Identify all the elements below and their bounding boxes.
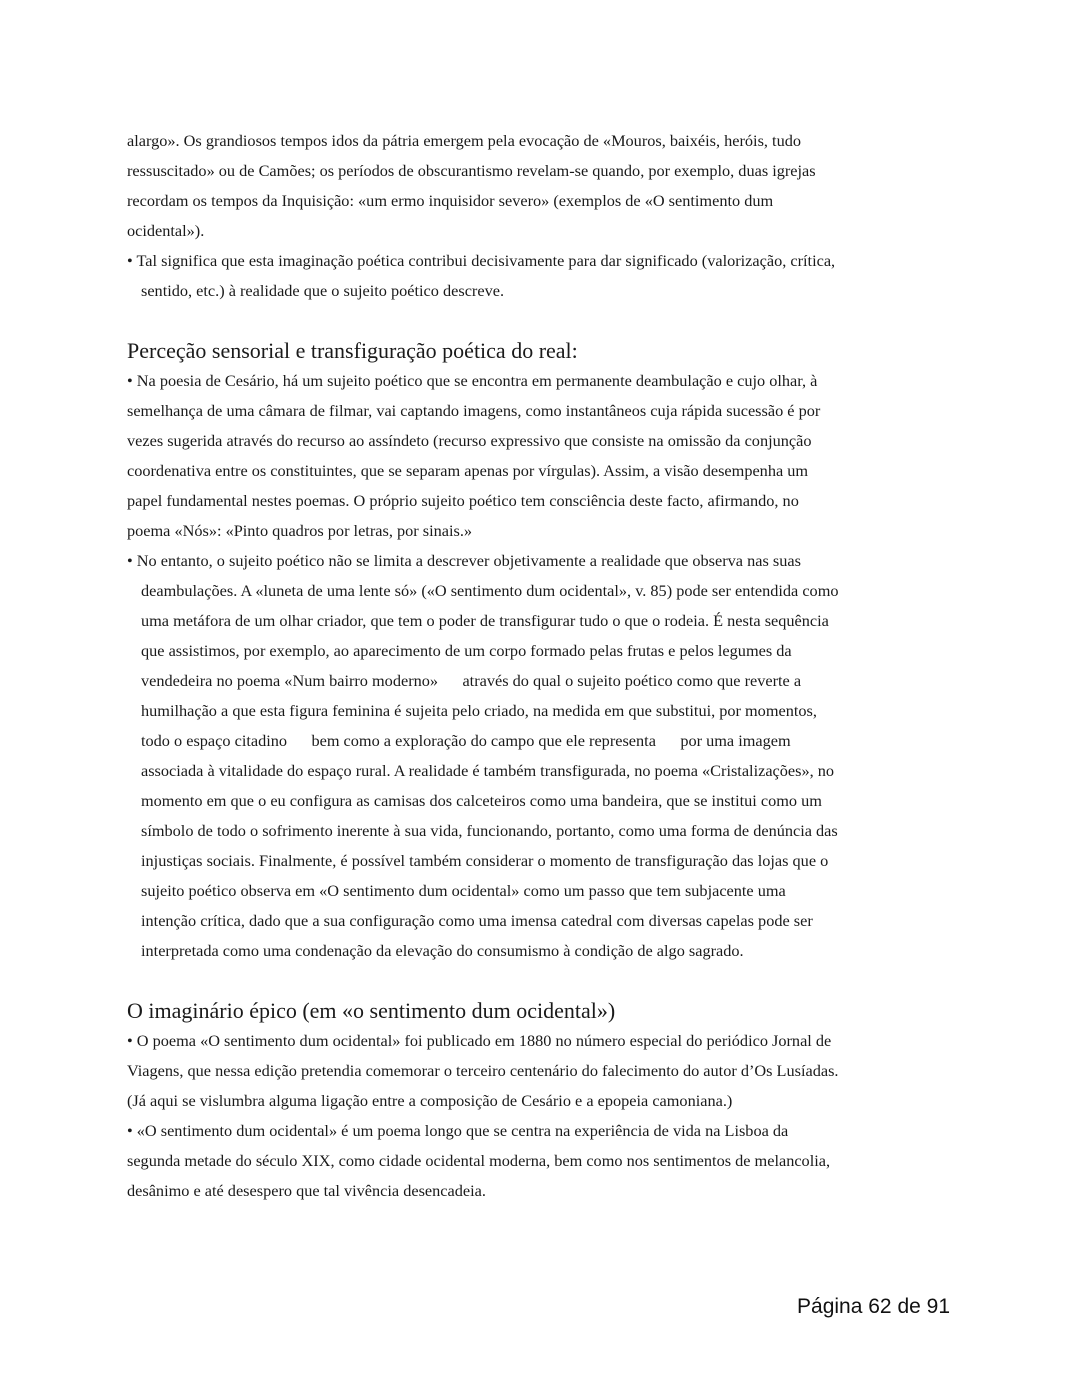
text-line: injustiças sociais. Finalmente, é possível também considerar o momento de transfiguração das lojas que o — [141, 851, 829, 870]
text-line: (Já aqui se vislumbra alguma ligação entre a composição de Cesário e a epopeia camoniana.) — [127, 1091, 733, 1110]
page-number: Página 62 de 91 — [797, 1295, 950, 1318]
text-line: ocidental»). — [127, 221, 205, 240]
document-page — [127, 126, 957, 1206]
text-line: deambulações. A «luneta de uma lente só» («O sentimento dum ocidental», v. 85) pode ser entendida como — [141, 581, 839, 600]
section2-paragraph-2 — [127, 1116, 957, 1206]
text-line: ressuscitado» ou de Camões; os períodos de obscurantismo revelam-se quando, por exemplo, duas igrejas — [127, 161, 816, 180]
text-line: • Na poesia de Cesário, há um sujeito poético que se encontra em permanente deambulação e cujo olhar, à — [127, 371, 818, 390]
text-line: símbolo de todo o sofrimento inerente à sua vida, funcionando, portanto, como uma forma de denúncia das — [141, 821, 838, 840]
text-line: segunda metade do século XIX, como cidade ocidental moderna, bem como nos sentimentos de melancolia, — [127, 1151, 831, 1170]
text-line: semelhança de uma câmara de filmar, vai captando imagens, como instantâneos cuja rápida sucessão é por — [127, 401, 821, 420]
section-heading-imaginario-epico: O imaginário épico (em «o sentimento dum ocidental») — [127, 998, 616, 1023]
text-line: que assistimos, por exemplo, ao aparecimento de um corpo formado pelas frutas e pelos legumes da — [141, 641, 792, 660]
text-line: Viagens, que nessa edição pretendia comemorar o terceiro centenário do falecimento do autor d’Os Lusíadas. — [127, 1061, 839, 1080]
bullet-line: • Tal significa que esta imaginação poética contribui decisivamente para dar significado (valorização, crítica, — [127, 251, 836, 270]
text-line: • «O sentimento dum ocidental» é um poema longo que se centra na experiência de vida na Lisboa da — [127, 1121, 789, 1140]
text-line: • O poema «O sentimento dum ocidental» foi publicado em 1880 no número especial do periódico Jornal de — [127, 1031, 832, 1050]
text-line: vezes sugerida através do recurso ao assíndeto (recurso expressivo que consiste na omissão da conjunção — [127, 431, 812, 450]
text-line: todo o espaço citadino bem como a exploração do campo que ele representa por uma imagem — [141, 731, 791, 750]
text-line: intenção crítica, dado que a sua configuração como uma imensa catedral com diversas capelas pode ser — [141, 911, 813, 930]
text-line: poema «Nós»: «Pinto quadros por letras, por sinais.» — [127, 521, 473, 540]
bullet-line: sentido, etc.) à realidade que o sujeito poético descreve. — [141, 281, 505, 300]
section1-paragraph-2 — [127, 546, 957, 966]
text-line: uma metáfora de um olhar criador, que tem o poder de transfigurar tudo o que o rodeia. É nesta sequência — [141, 611, 829, 630]
text-line: papel fundamental nestes poemas. O próprio sujeito poético tem consciência deste facto, afirmando, no — [127, 491, 799, 510]
intro-paragraph — [127, 126, 957, 246]
text-line: vendedeira no poema «Num bairro moderno» através do qual o sujeito poético como que reverte a — [141, 671, 802, 690]
text-line: coordenativa entre os constituintes, que se separam apenas por vírgulas). Assim, a visão desempenha um — [127, 461, 809, 480]
text-line: interpretada como uma condenação da elevação do consumismo à condição de algo sagrado. — [141, 941, 744, 960]
section-heading-percecao: Perceção sensorial e transfiguração poética do real: — [127, 338, 578, 363]
text-line: recordam os tempos da Inquisição: «um ermo inquisidor severo» (exemplos de «O sentimento dum — [127, 191, 774, 210]
text-line: alargo». Os grandiosos tempos idos da pátria emergem pela evocação de «Mouros, baixéis, heróis, tudo — [127, 131, 801, 150]
intro-bullet — [127, 246, 957, 306]
text-line: sujeito poético observa em «O sentimento dum ocidental» como um passo que tem subjacente uma — [141, 881, 786, 900]
text-line: momento em que o eu configura as camisas dos calceteiros como uma bandeira, que se institui como um — [141, 791, 822, 810]
bullet-line: • No entanto, o sujeito poético não se limita a descrever objetivamente a realidade que observa nas suas — [127, 551, 801, 570]
text-line: associada à vitalidade do espaço rural. A realidade é também transfigurada, no poema «Cristalizações», no — [141, 761, 835, 780]
section2-paragraph-1 — [127, 1026, 957, 1116]
text-line: desânimo e até desespero que tal vivência desencadeia. — [127, 1181, 486, 1200]
section1-paragraph-1 — [127, 366, 957, 546]
text-line: humilhação a que esta figura feminina é sujeita pelo criado, na medida em que substitui, por momentos, — [141, 701, 817, 720]
